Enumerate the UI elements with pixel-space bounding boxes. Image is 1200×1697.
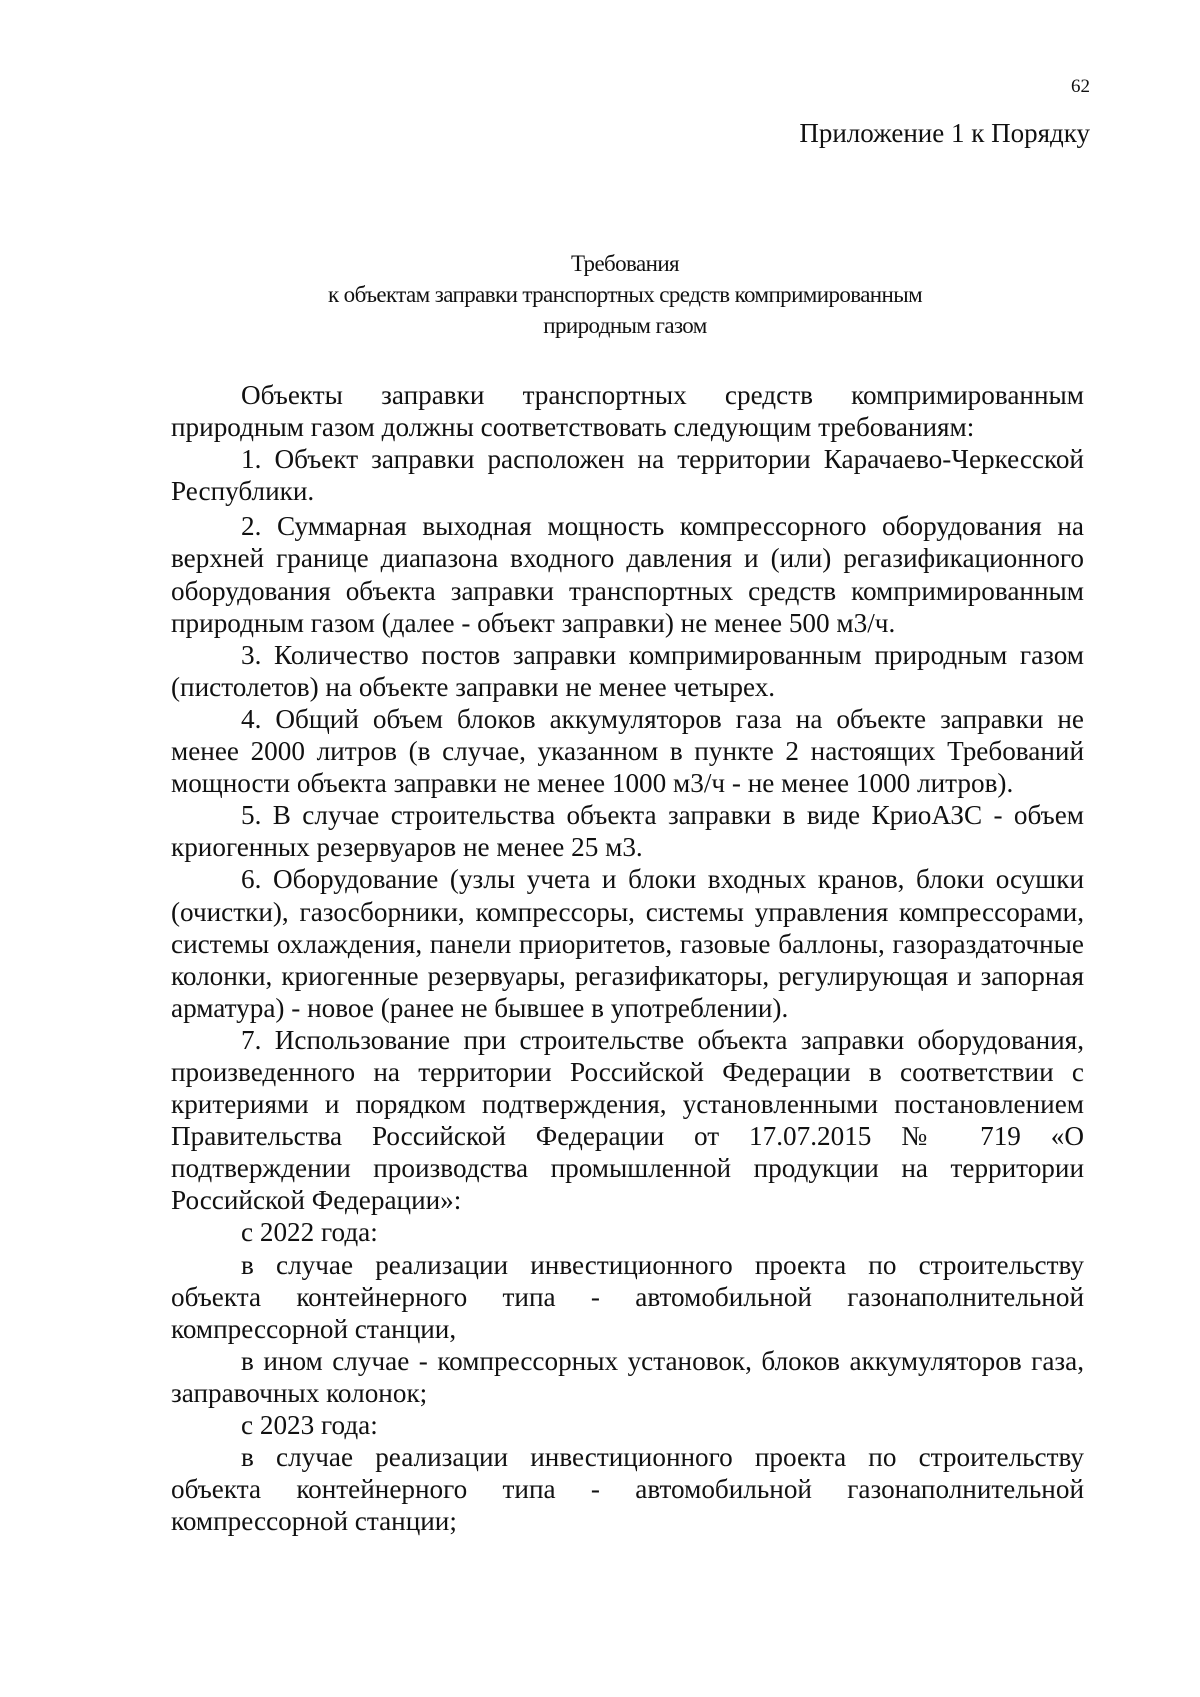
- paragraph-item-1: 1. Объект заправки расположен на территории Карачаево-Черкесской Республики.: [171, 444, 1084, 507]
- paragraph-intro: Объекты заправки транспортных средств компримированным природным газом должны соответствовать следующим требованиям:: [171, 380, 1084, 443]
- paragraph-2022-case-1: в случае реализации инвестиционного проекта по строительству объекта контейнерного типа - автомобильной газонаполнительной компрессорной станции,: [171, 1249, 1084, 1344]
- paragraph-item-2: 2. Суммарная выходная мощность компрессорного оборудования на верхней границе диапазона входного давления и (или) регазификационного оборудования объекта заправки транспортных средств компримированным природным газом (далее - объект заправки) не менее 500 м3/ч.: [171, 511, 1084, 638]
- title-line-3: природным газом: [543, 313, 707, 338]
- paragraph-item-5: 5. В случае строительства объекта заправки в виде КриоАЗС - объем криогенных резервуаров не менее 25 м3.: [171, 800, 1084, 863]
- paragraph-from-2023: с 2023 года:: [241, 1410, 378, 1440]
- paragraph-from-2022: с 2022 года:: [241, 1217, 378, 1248]
- paragraph-item-4: 4. Общий объем блоков аккумуляторов газа на объекте заправки не менее 2000 литров (в случае, указанном в пункте 2 настоящих Требований мощности объекта заправки не менее 1000 м3/ч - не менее 1000 литров).: [171, 703, 1084, 799]
- title-line-2: к объектам заправки транспортных средств компримированным: [327, 282, 923, 307]
- paragraph-item-6: 6. Оборудование (узлы учета и блоки входных кранов, блоки осушки (очистки), газосборники, компрессоры, системы управления компрессорами, системы охлаждения, панели приоритетов, газовые баллоны, газораздаточные колонки, криогенные резервуары, регазификаторы, регулирующая и запорная арматура) - новое (ранее не бывшее в употреблении).: [171, 864, 1084, 1023]
- paragraph-2022-case-2: в ином случае - компрессорных установок, блоков аккумуляторов газа, заправочных колонок;: [171, 1345, 1084, 1408]
- paragraph-2023-case-1: в случае реализации инвестиционного проекта по строительству объекта контейнерного типа - автомобильной газонаполнительной компрессорной станции;: [171, 1442, 1084, 1537]
- document-body: [171, 379, 1084, 1537]
- page-number: 62: [1071, 76, 1090, 97]
- title-line-1: Требования: [570, 251, 680, 276]
- paragraph-item-3: 3. Количество постов заправки компримированным природным газом (пистолетов) на объекте заправки не менее четырех.: [171, 639, 1084, 702]
- paragraph-item-7: 7. Использование при строительстве объекта заправки оборудования, произведенного на территории Российской Федерации в соответствии с критериями и порядком подтверждения, установленными постановлением Правительства Российской Федерации от 17.07.2015 № 719 «О подтверждении производства промышленной продукции на территории Российской Федерации»:: [171, 1024, 1084, 1216]
- document-title: [160, 248, 1090, 341]
- appendix-label: Приложение 1 к Порядку: [799, 118, 1090, 148]
